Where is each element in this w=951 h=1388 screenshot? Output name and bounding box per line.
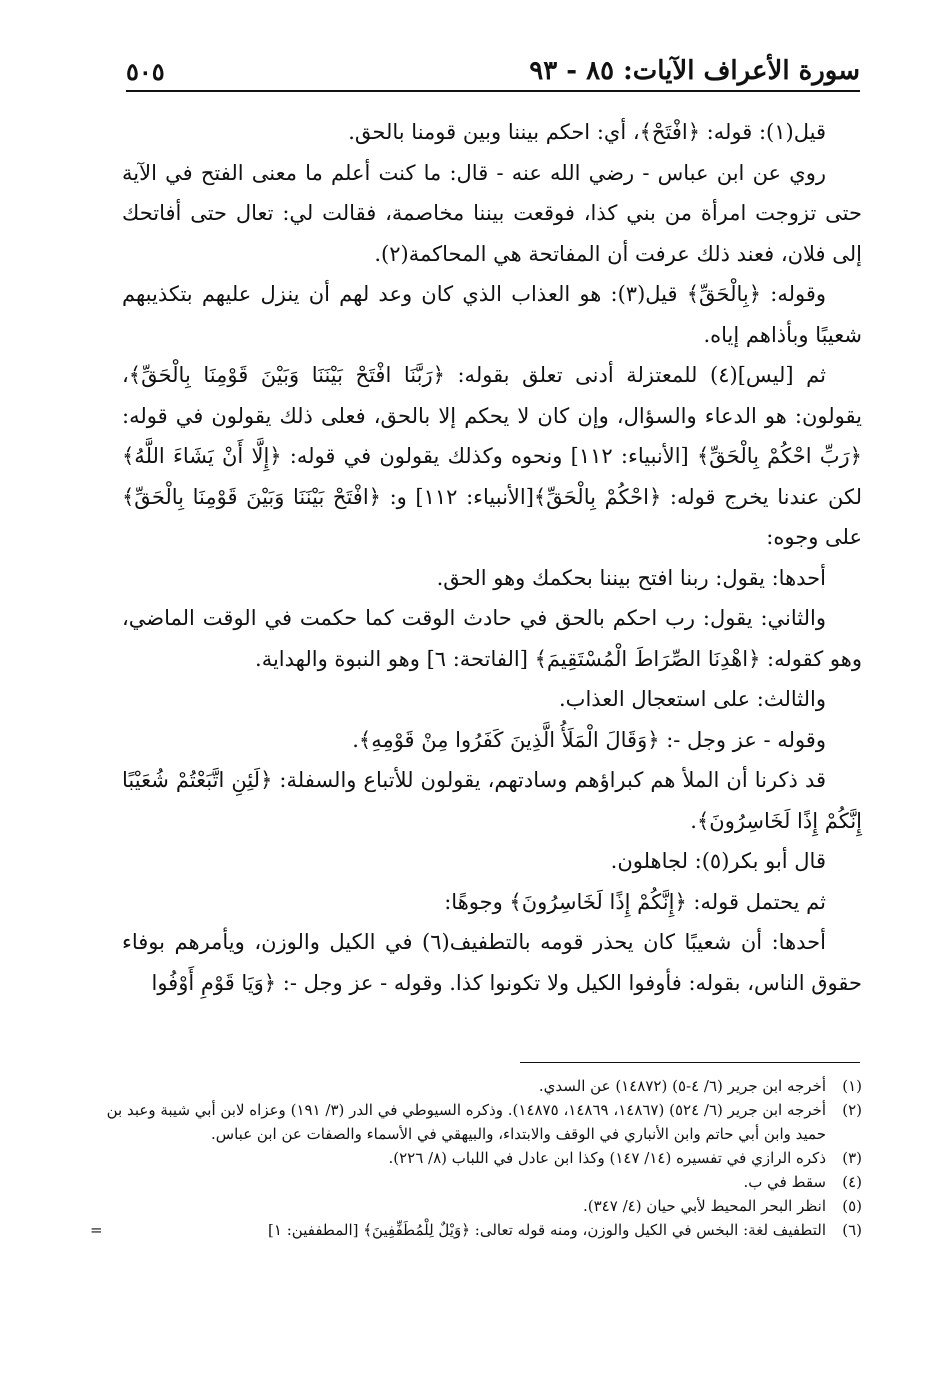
footnote-number: (١) bbox=[842, 1077, 862, 1095]
footnote-number: (٦) bbox=[842, 1221, 862, 1239]
paragraph: ثم يحتمل قوله: ﴿إِنَّكُمْ إِذًا لَخَاسِرُونَ﴾ وجوهًا: bbox=[444, 889, 826, 914]
footnote bbox=[90, 1218, 862, 1242]
footnote bbox=[90, 1194, 862, 1218]
paragraph: والثالث: على استعجال العذاب. bbox=[559, 687, 826, 711]
continuation-mark: = bbox=[90, 1221, 103, 1239]
footnote bbox=[90, 1074, 862, 1098]
paragraph: روي عن ابن عباس - رضي الله عنه - قال: ما كنت أعلم ما معنى الفتح في الآية حتى تزوجت امرأة من بني كذا، فوقعت بيننا مخاصمة، فقالت لي: تعال حتى أفاتحك إلى فلان، فعند ذلك عرفت أن المفاتحة هي المحاكمة(٢). bbox=[122, 160, 862, 266]
paragraph: قال أبو بكر(٥): لجاهلون. bbox=[610, 849, 826, 873]
footnote-number: (٤) bbox=[842, 1173, 862, 1191]
footnote-text: التطفيف لغة: البخس في الكيل والوزن، ومنه قوله تعالى: ﴿وَيْلٌ لِلْمُطَفِّفِينَ﴾ [المطففين: ١] bbox=[268, 1221, 826, 1239]
footnote-text: سقط في ب. bbox=[743, 1173, 826, 1191]
header-title: سورة الأعراف الآيات: ٨٥ - ٩٣ bbox=[529, 56, 860, 86]
footnote-text: أخرجه ابن جرير (٦/ ٥٢٤) (١٤٨٦٧، ١٤٨٦٩، ١٤٨٧٥). وذكره السيوطي في الدر (٣/ ١٩١) وعزاه لابن أبي شيبة وعبد بن حميد وابن أبي حاتم وابن الأنباري في الوقف والابتداء، والبيهقي في الأسماء والصفات عن ابن عباس. bbox=[106, 1101, 826, 1143]
paragraph: أحدها: أن شعيبًا كان يحذر قومه بالتطفيف(٦) في الكيل والوزن، ويأمرهم بوفاء حقوق الناس، بقوله: فأوفوا الكيل ولا تكونوا كذا. وقوله - عز وجل -: ﴿وَيَا قَوْمِ أَوْفُوا bbox=[122, 930, 862, 995]
footnote-number: (٣) bbox=[842, 1149, 862, 1167]
paragraph: قيل(١): قوله: ﴿افْتَحْ﴾، أي: احكم بيننا وبين قومنا بالحق. bbox=[348, 120, 826, 144]
footnote-text: انظر البحر المحيط لأبي حيان (٤/ ٣٤٧). bbox=[583, 1197, 826, 1215]
footnote-text: ذكره الرازي في تفسيره (١٤/ ١٤٧) وكذا ابن عادل في اللباب (٨/ ٢٢٦). bbox=[388, 1149, 826, 1167]
footnotes bbox=[90, 1074, 862, 1242]
main-text bbox=[122, 112, 862, 1003]
footnote-text: أخرجه ابن جرير (٦/ ٤-٥) (١٤٨٧٢) عن السدي. bbox=[538, 1077, 826, 1095]
footnote bbox=[90, 1098, 862, 1146]
footnote-divider bbox=[520, 1062, 860, 1063]
footnote-number: (٢) bbox=[842, 1101, 862, 1119]
footnote bbox=[90, 1146, 862, 1170]
running-header bbox=[126, 50, 860, 92]
paragraph: وقوله: ﴿بِالْحَقِّ﴾ قيل(٣): هو العذاب الذي كان وعد لهم أن ينزل عليهم بتكذيبهم شعيبًا وبأذاهم إياه. bbox=[122, 282, 862, 347]
footnote-number: (٥) bbox=[842, 1197, 862, 1215]
page-number: ٥٠٥ bbox=[126, 57, 165, 86]
paragraph: وقوله - عز وجل -: ﴿وَقَالَ الْمَلَأُ الَّذِينَ كَفَرُوا مِنْ قَوْمِهِ﴾. bbox=[352, 727, 826, 752]
footnote bbox=[90, 1170, 862, 1194]
paragraph: ثم [ليس](٤) للمعتزلة أدنى تعلق بقوله: ﴿رَبَّنَا افْتَحْ بَيْنَنَا وَبَيْنَ قَوْمِنَا بِالْحَقِّ﴾، يقولون: هو الدعاء والسؤال، وإن كان لا يحكم إلا بالحق، فعلى ذلك يقولون في قوله: ﴿رَبِّ احْكُمْ بِالْحَقِّ﴾ [الأنبياء: ١١٢] ونحوه وكذلك يقولون في قوله: ﴿إِلَّا أَنْ يَشَاءَ اللَّهُ﴾ لكن عندنا يخرج قوله: ﴿احْكُمْ بِالْحَقِّ﴾[الأنبياء: ١١٢] و: ﴿افْتَحْ بَيْنَنَا وَبَيْنَ قَوْمِنَا بِالْحَقِّ﴾ على وجوه: bbox=[122, 363, 862, 549]
paragraph: أحدها: يقول: ربنا افتح بيننا بحكمك وهو الحق. bbox=[436, 565, 826, 590]
paragraph: قد ذكرنا أن الملأ هم كبراؤهم وسادتهم، يقولون للأتباع والسفلة: ﴿لَئِنِ اتَّبَعْتُمْ شُعَيْبًا إِنَّكُمْ إِذًا لَخَاسِرُونَ﴾. bbox=[122, 768, 862, 833]
paragraph: والثاني: يقول: رب احكم بالحق في حادث الوقت كما حكمت في الوقت الماضي، وهو كقوله: ﴿اهْدِنَا الصِّرَاطَ الْمُسْتَقِيمَ﴾ [الفاتحة: ٦] وهو النبوة والهداية. bbox=[122, 606, 862, 671]
